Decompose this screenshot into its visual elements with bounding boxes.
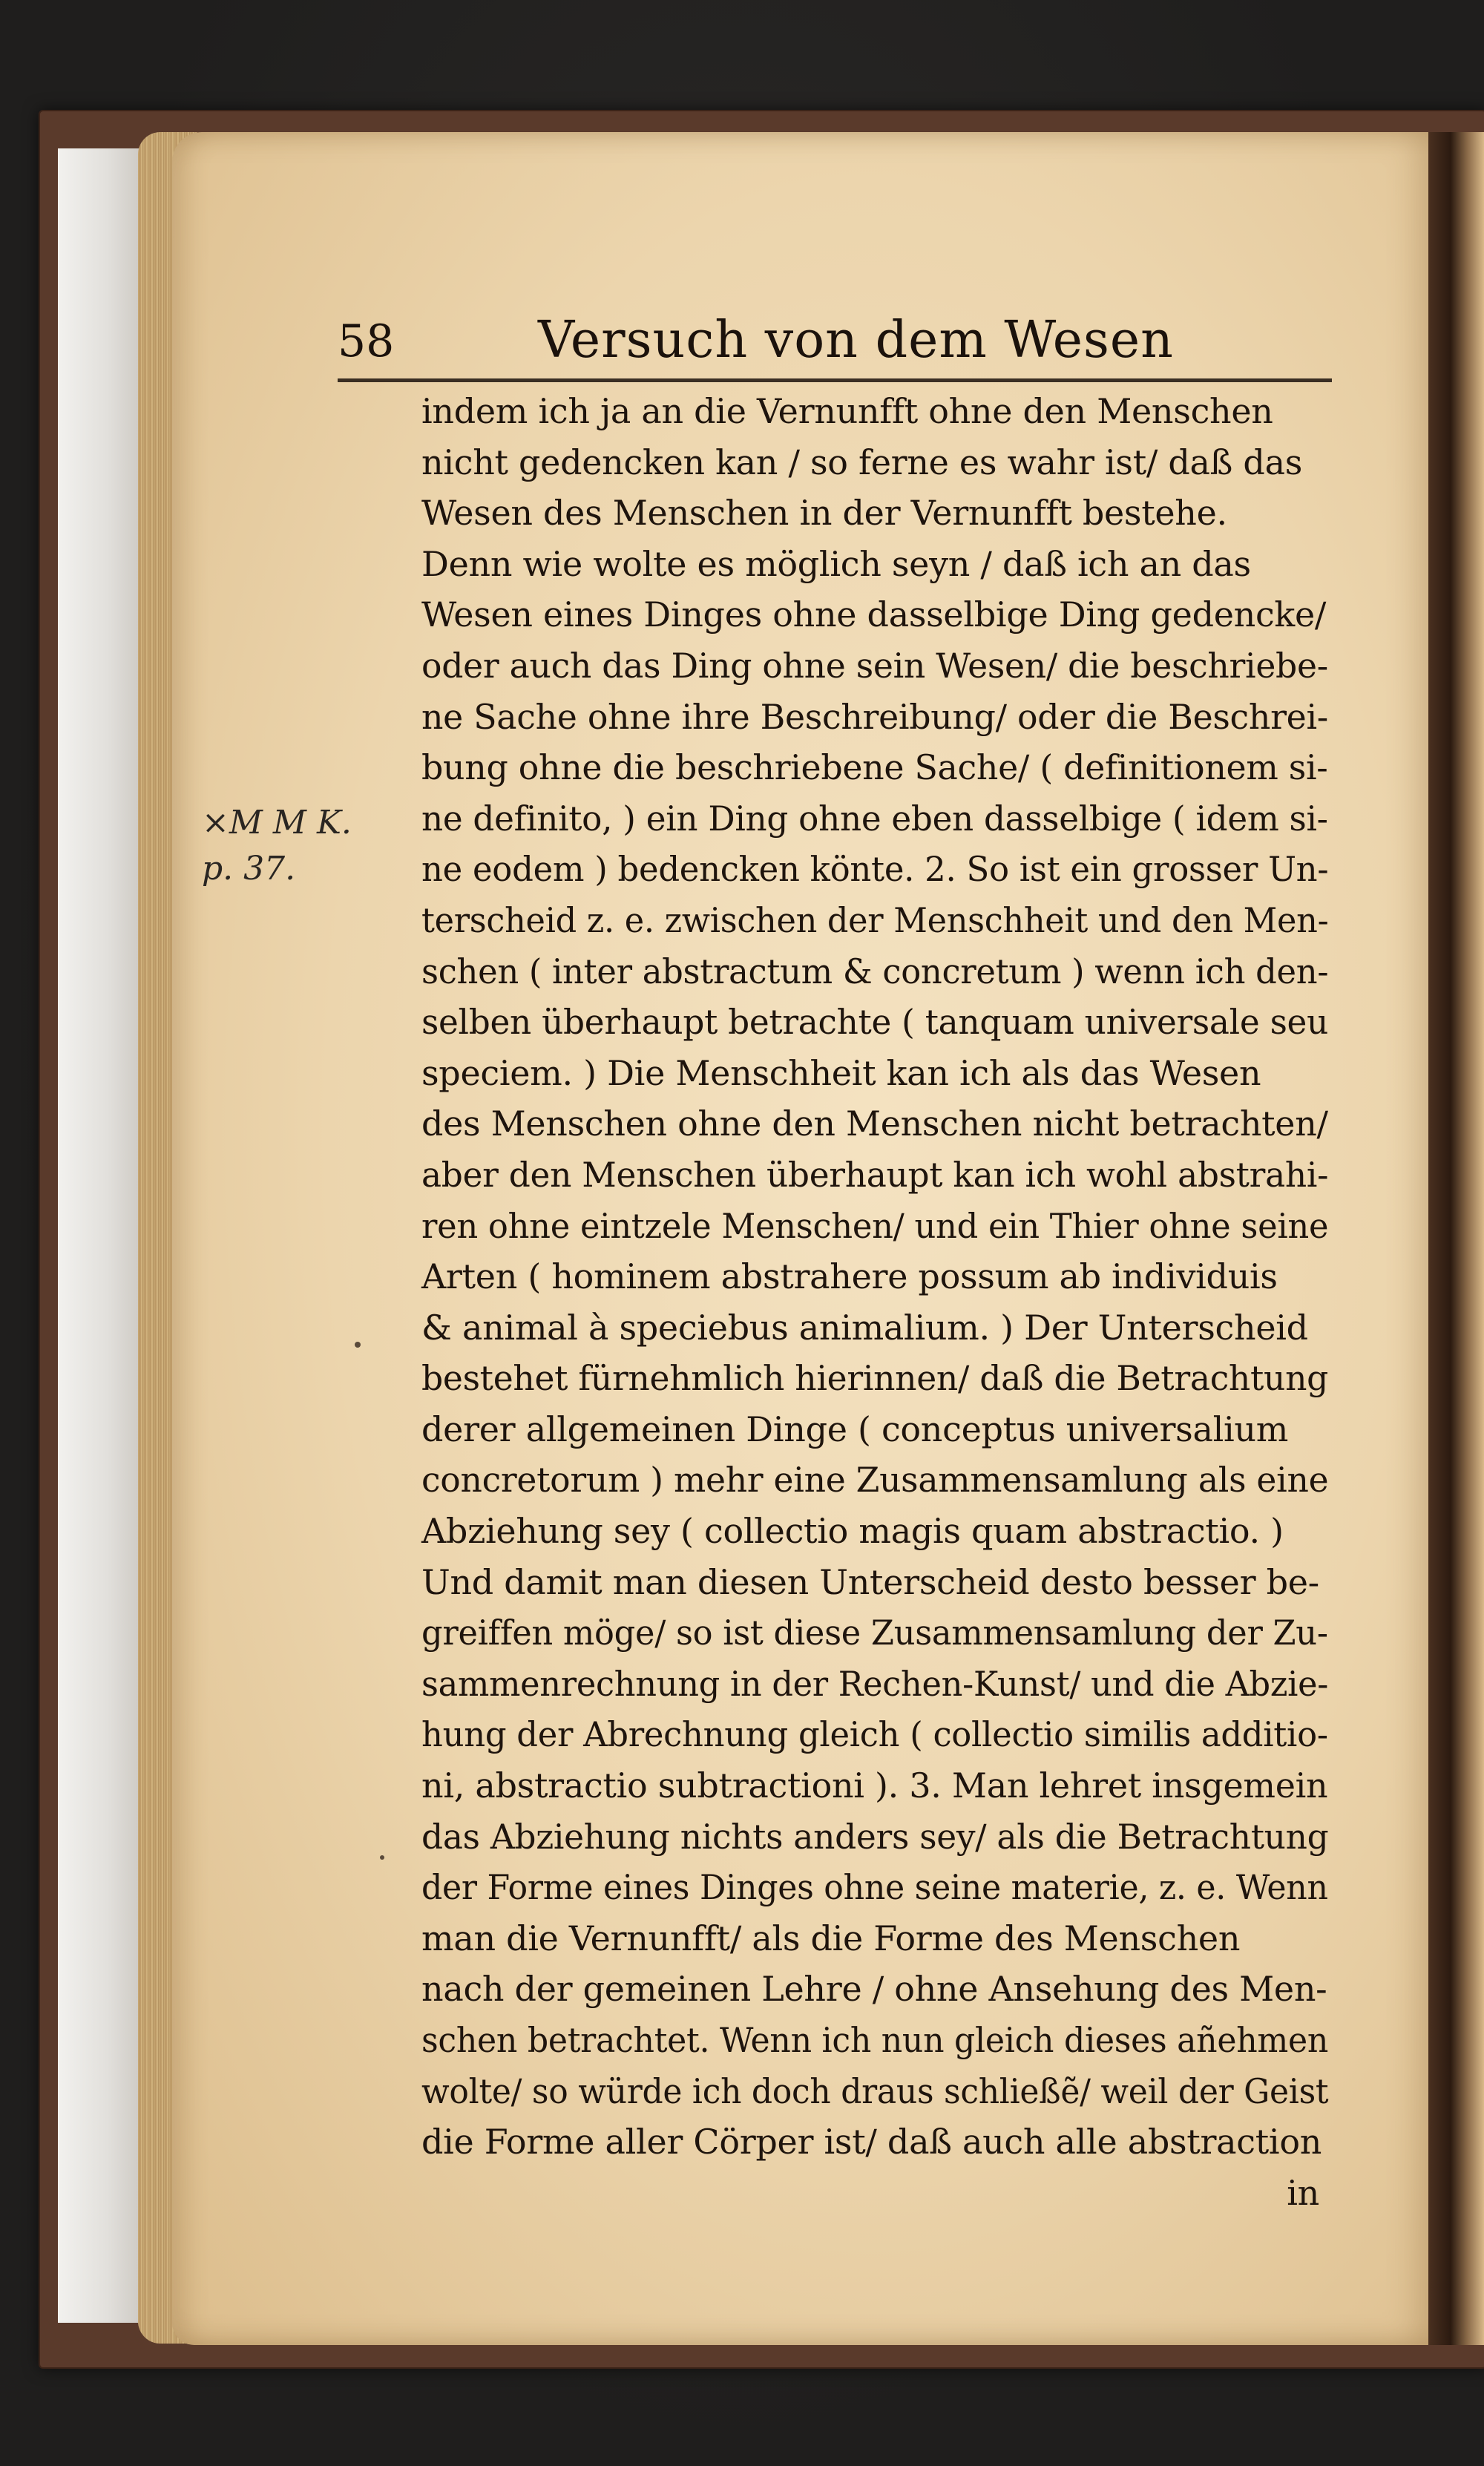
text-line: selben überhaupt betrachte ( tanquam universale seu (421, 1002, 1329, 1043)
marginal-note (202, 800, 424, 892)
text-line: ne Sache ohne ihre Beschreibung/ oder die Beschrei- (421, 696, 1328, 737)
text-line: Wesen des Menschen in der Vernunfft bestehe. (421, 493, 1227, 534)
text-line: das Abziehung nichts anders sey/ als die Betrachtung (421, 1816, 1329, 1857)
header-rule (338, 378, 1332, 382)
text-line: schen ( inter abstractum & concretum ) wenn ich den- (421, 951, 1329, 991)
text-line: Denn wie wolte es möglich seyn / daß ich an das (421, 543, 1251, 584)
text-line: der Forme eines Dinges ohne seine materie, z. e. Wenn (421, 1867, 1328, 1908)
text-line: Arten ( hominem abstrahere possum ab individuis (421, 1256, 1278, 1297)
book-gutter (1428, 132, 1484, 2345)
body-text (421, 386, 1328, 2218)
text-line: die Forme aller Cörper ist/ daß auch alle abstraction (421, 2122, 1322, 2162)
text-line: ren ohne eintzele Menschen/ und ein Thier ohne seine (421, 1205, 1329, 1246)
text-line: greiffen möge/ so ist diese Zusammensamlung der Zu- (421, 1613, 1328, 1653)
text-line: schen betrachtet. Wenn ich nun gleich dieses añehmen (421, 2020, 1329, 2060)
text-line: Wesen eines Dinges ohne dasselbige Ding gedencke/ (421, 594, 1327, 635)
text-line: Und damit man diesen Unterscheid desto besser be- (421, 1561, 1319, 1602)
text-line: oder auch das Ding ohne sein Wesen/ die beschriebe- (421, 645, 1328, 686)
page-number: 58 (338, 315, 395, 367)
text-line: wolte/ so würde ich doch draus schließẽ/ weil der Geist (421, 2070, 1329, 2111)
ink-speck (355, 1342, 361, 1348)
text-line: derer allgemeinen Dinge ( conceptus universalium (421, 1409, 1289, 1449)
text-line: terscheid z. e. zwischen der Menschheit und den Men- (421, 899, 1329, 940)
page-header (338, 301, 1336, 382)
text-line: & animal à speciebus animalium. ) Der Unterscheid (421, 1307, 1308, 1348)
text-line: nach der gemeinen Lehre / ohne Ansehung des Men- (421, 1969, 1327, 2010)
text-line: Abziehung sey ( collectio magis quam abstractio. ) (421, 1511, 1284, 1552)
text-line: concretorum ) mehr eine Zusammensamlung als eine (421, 1460, 1329, 1501)
ink-speck (380, 1855, 384, 1860)
text-line: nicht gedencken kan / so ferne es wahr ist/ daß das (421, 442, 1303, 482)
text-line: bestehet fürnehmlich hierinnen/ daß die Betrachtung (421, 1358, 1329, 1399)
running-head: Versuch von dem Wesen (538, 311, 1174, 370)
text-line: sammenrechnung in der Rechen-Kunst/ und die Abzie- (421, 1663, 1329, 1704)
text-line: speciem. ) Die Menschheit kan ich als das Wesen (421, 1052, 1261, 1093)
text-line: bung ohne die beschriebene Sache/ ( definitionem si- (421, 747, 1328, 788)
text-line: ni, abstractio subtractioni ). 3. Man lehret insgemein (421, 1765, 1328, 1806)
text-line: ne eodem ) bedencken könte. 2. So ist ein grosser Un- (421, 849, 1329, 890)
text-line: aber den Menschen überhaupt kan ich wohl abstrahi- (421, 1154, 1329, 1195)
text-line: indem ich ja an die Vernunfft ohne den Menschen (421, 391, 1273, 431)
endpaper (58, 148, 139, 2323)
marginal-note-line: p. 37. (202, 850, 296, 888)
catchword: in (1287, 2172, 1319, 2213)
text-line: des Menschen ohne den Menschen nicht betrachten/ (421, 1104, 1328, 1144)
marginal-note-line: ×M M K. (202, 804, 352, 842)
text-line: ne definito, ) ein Ding ohne eben dasselbige ( idem si- (421, 798, 1328, 839)
text-line: hung der Abrechnung gleich ( collectio similis additio- (421, 1714, 1328, 1755)
text-line: man die Vernunfft/ als die Forme des Menschen (421, 1918, 1241, 1958)
